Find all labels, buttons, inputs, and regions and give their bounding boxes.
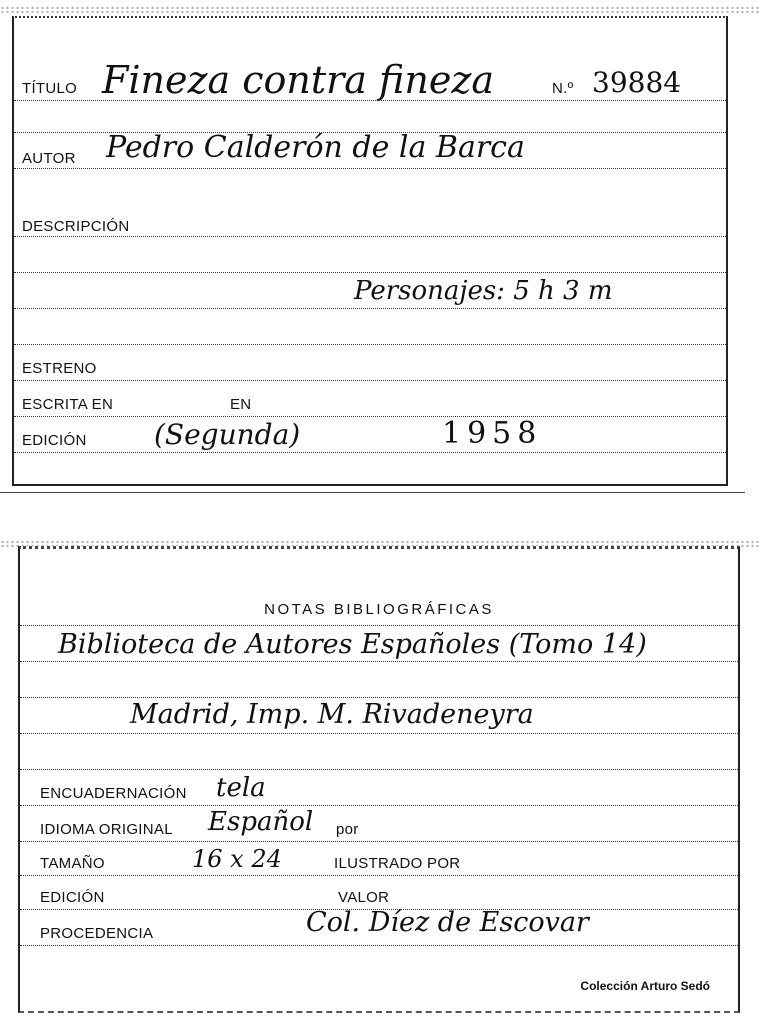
valor-label: VALOR (338, 889, 390, 906)
catalog-card-front (12, 16, 728, 486)
idioma-value: Español (208, 807, 314, 837)
procedencia-label: PROCEDENCIA (40, 925, 154, 942)
rule-autor-base (14, 168, 726, 169)
rule-escrita (14, 416, 726, 417)
tamano-label: TAMAÑO (40, 855, 105, 872)
autor-value: Pedro Calderón de la Barca (106, 130, 525, 165)
numero-label: N.º (552, 80, 574, 97)
rule-encuadernacion (20, 805, 738, 806)
edicion-label-back: EDICIÓN (40, 889, 105, 906)
rule-notas-5 (20, 769, 738, 770)
rule-titulo (14, 100, 726, 101)
estreno-label: ESTRENO (22, 360, 97, 377)
autor-label: AUTOR (22, 150, 76, 167)
notas-bibliograficas-heading: NOTAS BIBLIOGRÁFICAS (264, 601, 494, 618)
notas-line-2: Madrid, Imp. M. Rivadeneyra (130, 699, 534, 730)
card-separator-line (0, 492, 745, 493)
rule-descripcion (14, 236, 726, 237)
notas-line-1: Biblioteca de Autores Españoles (Tomo 14) (58, 629, 647, 660)
rule-procedencia (20, 945, 738, 946)
rule-notas-1 (20, 625, 738, 626)
rule-estreno (14, 380, 726, 381)
procedencia-value: Col. Díez de Escovar (306, 907, 589, 938)
edicion-label: EDICIÓN (22, 432, 87, 449)
catalog-card-back (18, 546, 740, 1013)
edicion-year: 1958 (442, 416, 543, 451)
rule-tamano (20, 875, 738, 876)
encuadernacion-label: ENCUADERNACIÓN (40, 785, 187, 802)
scan-speckle-top (0, 6, 759, 14)
idioma-label: IDIOMA ORIGINAL (40, 821, 173, 838)
tamano-value: 16 x 24 (192, 845, 282, 873)
titulo-label: TÍTULO (22, 80, 78, 97)
en-label: EN (230, 396, 252, 413)
rule-desc-3 (14, 308, 726, 309)
rule-idioma (20, 841, 738, 842)
rule-notas-3 (20, 697, 738, 698)
rule-edicion (14, 452, 726, 453)
ilustrado-label: ILUSTRADO POR (334, 855, 461, 872)
rule-notas-2 (20, 661, 738, 662)
rule-desc-4 (14, 344, 726, 345)
titulo-value: Fineza contra fineza (102, 58, 495, 102)
numero-value: 39884 (592, 66, 682, 99)
edicion-value: (Segunda) (154, 418, 301, 451)
rule-autor (14, 132, 726, 133)
rule-desc-2 (14, 272, 726, 273)
encuadernacion-value: tela (216, 773, 266, 803)
descripcion-label: DESCRIPCIÓN (22, 218, 130, 235)
coleccion-footer: Colección Arturo Sedó (580, 979, 710, 993)
escrita-en-label: ESCRITA EN (22, 396, 114, 413)
personajes-value: Personajes: 5 h 3 m (354, 276, 613, 306)
rule-notas-4 (20, 733, 738, 734)
por-label: por (336, 821, 359, 838)
